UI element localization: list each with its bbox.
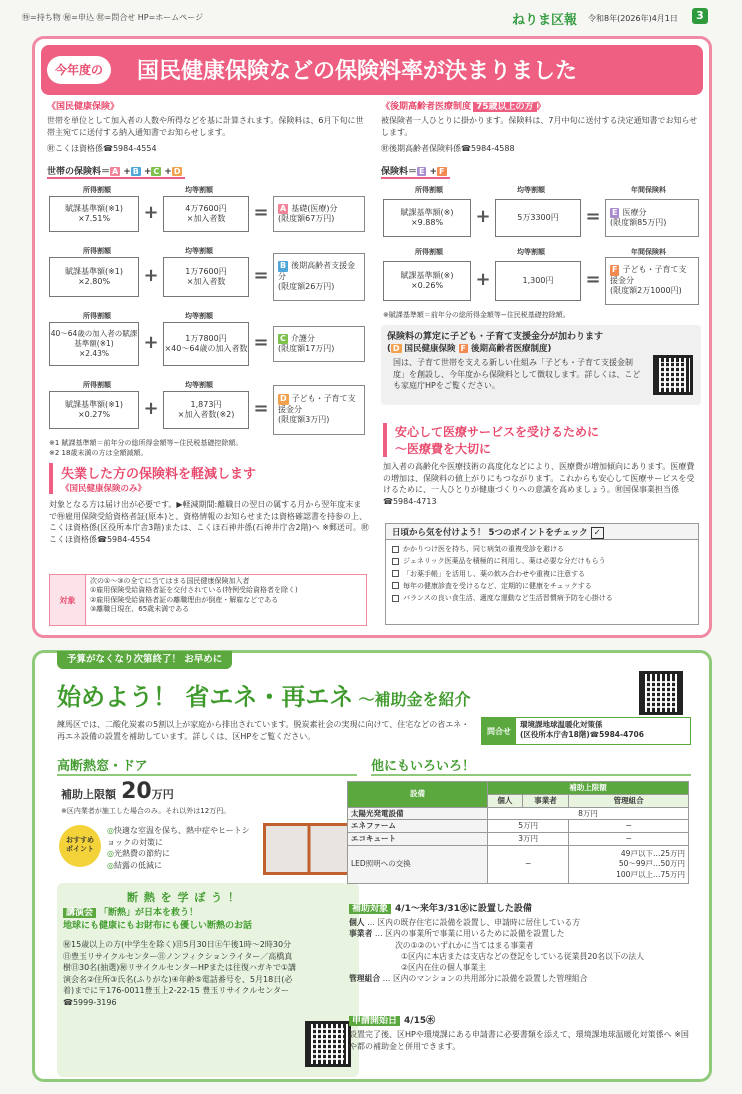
row-ecocute: エコキュート [348, 833, 488, 846]
row1-result [273, 196, 365, 232]
row3-equal: 1万7800円 ×40〜64歳の加入者数 [163, 322, 249, 366]
result-tag-e: E [612, 207, 618, 217]
label-equal-3: 均等割額 [185, 312, 213, 320]
table-row [348, 833, 689, 846]
target-individual [349, 917, 693, 928]
check-item-label: 毎年の健康診査を受けるなど、定期的に健康をチェックする [403, 581, 592, 590]
contact-line-2: (区役所本庁舎18階)☎5984-4706 [520, 730, 644, 740]
seminar-text: ㊙15歳以上の方(中学生を除く)㊐5月30日㊏午後1時〜2時30分㊐豊玉リサイクルセンター㊐ノンフィクションライター／高橋真樹㊐30名(抽選)㊙リサイクルセンターHPまたは往復ハガキで①講演会名②住所③氏名(ふりがな)④年齢⑤電話番号を、5月18日(必着)までに〒176-0011豊玉上2-22-15 豊玉リサイクルセンター☎5999-3196 [63, 940, 296, 1007]
label-equal-4: 均等割額 [185, 381, 213, 389]
table-row [348, 807, 689, 820]
enefarm-mgmt: − [569, 820, 689, 833]
elder-formula: 保険料＝ E + F [381, 164, 450, 179]
seminar-title-2: 地球にも健康にもお財布にも優しい断熱のお話 [63, 920, 253, 931]
energy-intro: 練馬区では、二酸化炭素の5割以上が家庭から排出されています。脱炭素社会の実現に向けて、住宅などの省エネ・再エネ設備の設置を補助しています。詳しくは、区HPをご覧ください。 [57, 720, 470, 741]
table-row [348, 820, 689, 833]
check-list [386, 540, 698, 607]
result-tag-d: D [280, 394, 287, 404]
checkmark-icon: ✓ [591, 527, 604, 539]
subsidy-table [347, 781, 689, 884]
elder-heading-text: 《後期高齢者医療制度 [381, 102, 472, 112]
t-business-label: 事業者 [349, 929, 373, 939]
row-solar: 太陽光発電設備 [348, 807, 488, 820]
row2-result [273, 253, 365, 301]
note-1: ※1 賦課基準額＝前年分の総所得金額等−住民税基礎控除額。 [49, 439, 243, 447]
energy-section [32, 650, 712, 1082]
e-label-income-1: 所得割額 [415, 186, 443, 194]
erow2-equal: 1,300円 [495, 261, 581, 301]
table-header-row [348, 782, 689, 795]
enefarm-value: 5万円 [488, 820, 569, 833]
check-item[interactable] [392, 592, 692, 604]
result-c-name: 介護分 [290, 333, 315, 343]
erow1-result [605, 199, 699, 237]
limit-note: ※区内業者が施工した場合のみ。それ以外は12万円。 [61, 807, 231, 815]
e-plus-2: + [475, 269, 491, 290]
row2-income: 賦課基準額(※1) ×2.80% [49, 257, 139, 297]
apply-tag: 申請開始日 [349, 1016, 400, 1026]
erow1-equal: 5万3300円 [495, 199, 581, 237]
result-tag-b: B [280, 261, 287, 271]
row-led: LED照明への交換 [348, 845, 488, 883]
result-tag-a: A [280, 203, 287, 213]
solar-value: 8万円 [488, 807, 689, 820]
support-title: 保険料の算定に子ども・子育て支援金分が加わります [387, 332, 604, 342]
apply-start [349, 1013, 435, 1026]
target-label: 対象 [50, 575, 86, 625]
result-f-name: 子ども・子育て支援金分 [610, 265, 687, 285]
limit-value: 20 [121, 779, 152, 804]
insurance-title: 国民健康保険などの保険料率が決まりました [137, 59, 578, 84]
t-business-text: … 区内の事業所で事業に用いるために設備を設置した [374, 929, 565, 939]
note-2: ※2 18歳未満の方は全額減額。 [49, 449, 148, 457]
apply-text: 設置完了後、区HPや環境課にある申請書に必要書類を添えて、環境課地球温暖化対策係へ ※国や都の補助金と併用できます。 [349, 1030, 689, 1051]
unemp-title [49, 463, 256, 494]
target-lines [86, 575, 302, 625]
header-logo: ねりま区報 [512, 13, 578, 28]
tag-a: A [112, 167, 119, 176]
led-mgmt [569, 845, 689, 883]
result-d-name: 子ども・子育て支援金分 [278, 394, 356, 414]
result-e-name: 医療分 [622, 207, 647, 217]
col-management: 管理組合 [569, 794, 689, 807]
support-sub1: 国民健康保険 [404, 344, 456, 354]
plus-4: + [143, 398, 159, 419]
contact-label: 問合せ [482, 718, 516, 744]
recommend-point-text: 結露の低減に [113, 860, 162, 870]
safe-title [383, 423, 599, 457]
apply-date: 4/15㊌ [404, 1016, 436, 1026]
seminar-tag: 講演会 [63, 908, 96, 918]
page-number: 3 [692, 8, 708, 24]
energy-contact [481, 717, 691, 745]
led-value-0: 49戸以下…25万円 [620, 848, 685, 858]
target-business [349, 928, 693, 939]
t-mgmt-text: … 区内のマンションの共用部分に設備を設置した管理組合 [382, 974, 588, 984]
target-line-3: ③離職日現在、65歳未満である [90, 605, 190, 614]
equals-3: = [253, 332, 269, 353]
col-equipment: 設備 [348, 782, 488, 808]
e-label-equal-2: 均等割額 [517, 248, 545, 256]
recommend-point [107, 860, 257, 872]
result-tag-f: F [612, 265, 618, 275]
row-enefarm: エネファーム [348, 820, 488, 833]
result-tag-c: C [280, 333, 286, 343]
recommend-points [107, 825, 257, 871]
nhi-contact: ㊖こくほ資格係☎5984-4554 [47, 144, 157, 153]
elder-heading-close: 》 [536, 102, 546, 112]
energy-title [57, 677, 470, 712]
seminar-title [63, 907, 252, 932]
e-formula-label: 保険料＝ [381, 167, 418, 177]
erow2-result [605, 257, 699, 305]
e-equals-2: = [585, 269, 601, 290]
e-plus-1: + [475, 206, 491, 227]
elder-contact: ㊖後期高齢者保険料係☎5984-4588 [381, 144, 515, 153]
support-qr-icon[interactable] [653, 355, 693, 395]
tag-d: D [173, 167, 181, 176]
row3-result [273, 326, 365, 362]
check-title-text: 日頃から気を付けよう！ 5つのポイントをチェック [392, 528, 588, 538]
seminar-head: 断 熱 を 学 ぼ う ！ [127, 891, 240, 904]
target-box [49, 574, 367, 626]
energy-title-main: 始めよう！ 省エネ・再エネ [57, 683, 354, 711]
safe-title-1: 安心して医療サービスを受けるために [395, 425, 600, 439]
elder-text: 被保険者一人ひとりに掛かります。保険料は、7月中旬に送付する決定通知書でお知らせします。 [381, 116, 698, 137]
label-equal-2: 均等割額 [185, 247, 213, 255]
energy-title-sub: 〜補助金を紹介 [358, 690, 471, 709]
e-equals-1: = [585, 206, 601, 227]
recommend-point-text: 光熱費の節約に [113, 849, 170, 859]
limit-label: 補助上限額 [61, 788, 116, 801]
equals-2: = [253, 265, 269, 286]
check-box [385, 523, 699, 625]
support-sub-close: ) [547, 344, 552, 354]
seminar-qr-icon[interactable] [305, 1021, 351, 1067]
header [0, 0, 742, 30]
nhi-heading: 《国民健康保険》 [47, 102, 120, 112]
equals-4: = [253, 398, 269, 419]
target-line-1: ①雇用保険受給資格者証を交付されている(特例受給資格者を除く) [90, 586, 298, 595]
col-group: 補助上限額 [488, 782, 689, 795]
energy-banner: 予算がなくなり次第終了！ お早めに [57, 651, 232, 669]
insurance-section [32, 36, 712, 638]
check-item[interactable] [392, 543, 692, 555]
recommend-label-1: おすすめ [65, 836, 95, 844]
limit-amount [61, 779, 174, 804]
recommend-label-2: ポイント [66, 845, 94, 854]
check-title [386, 524, 698, 540]
label-income-3: 所得割額 [83, 312, 111, 320]
t-mgmt-label: 管理組合 [349, 974, 381, 984]
e-label-annual-2: 年間保険料 [631, 248, 666, 256]
result-d-limit: (限度額3万円) [278, 415, 330, 425]
safe-text: 加入者の高齢化や医療技術の高度化などにより、医療費が増加傾向にあります。医療費の増加は、保険料の値上がりにもつながります。これからも安心して医療サービスを受けるために、一人ひとりが健康づくりへの意識を高めましょう。㊖国保事業担当係☎5984-4713 [383, 462, 695, 506]
support-box [381, 325, 701, 405]
target-details [349, 917, 693, 985]
t-individual-text: … 区内の既存住宅に設備を設置し、申請時に居住している方 [367, 918, 581, 927]
other-title: 他にもいろいろ！ [371, 755, 691, 776]
seminar-box [57, 883, 359, 1077]
row1-income: 賦課基準額(※1) ×7.51% [49, 196, 139, 232]
checkbox-icon[interactable] [392, 546, 399, 553]
row4-income: 賦課基準額(※1) ×0.27% [49, 391, 139, 429]
support-sub2: 後期高齢者医療制度 [470, 344, 548, 354]
erow1-income: 賦課基準額(※) ×9.88% [383, 199, 471, 237]
tag-b: B [132, 167, 139, 176]
label-income-1: 所得割額 [83, 186, 111, 194]
led-individual: − [488, 845, 569, 883]
support-text: 国は、子育て世帯を支える新しい仕組み「子ども・子育て支援金制度」を創設し、今年度から保険料として徴収します。詳しくは、こども家庭庁HPをご覧ください。 [393, 358, 641, 391]
table-row [348, 845, 689, 883]
check-item-label: ジェネリック医薬品を積極的に利用し、薬は必要な分だけもらう [403, 557, 606, 566]
check-item[interactable] [392, 555, 692, 567]
result-f-limit: (限度額2万1000円) [610, 286, 682, 296]
row1-equal: 4万7600円 ×加入者数 [163, 196, 249, 232]
target-business-4: ②区内在住の個人事業主 [401, 963, 486, 973]
safe-title-2: 〜医療費を大切に [395, 442, 492, 456]
recommend-point [107, 848, 257, 860]
support-tag-f: F [460, 344, 466, 353]
bullet-icon: ◎ [107, 849, 114, 859]
e-label-equal-1: 均等割額 [517, 186, 545, 194]
elder-age-tag: 75歳以上の方 [473, 102, 537, 112]
bullet-icon: ◎ [107, 826, 114, 835]
check-item[interactable] [392, 580, 692, 592]
subsidy-target [349, 901, 532, 914]
title-badge: 今年度の [47, 56, 111, 84]
recommend-point [107, 825, 257, 848]
label-equal-1: 均等割額 [185, 186, 213, 194]
target-business-2: 次の①②のいずれかに当てはまる事業者 [395, 940, 534, 950]
led-value-2: 100戸以上…75万円 [616, 869, 685, 879]
erow2-income: 賦課基準額(※) ×0.26% [383, 261, 471, 301]
row2-equal: 1万7600円 ×加入者数 [163, 257, 249, 297]
checkbox-icon[interactable] [392, 595, 399, 602]
check-item-label: かかりつけ医を持ち、同じ病気の重複受診を避ける [403, 545, 564, 553]
ecocute-value: 3万円 [488, 833, 569, 846]
target-line-0: 次の①〜③の全てに当てはまる国民健康保険加入者 [90, 577, 250, 585]
sub-target-text: 4/1〜来年3/31㊌に設置した設備 [395, 904, 532, 914]
limit-unit: 万円 [151, 788, 174, 801]
target-management [349, 973, 693, 984]
nhi-text: 世帯を単位として加入者の人数や所得などを基に計算されます。保険料は、6月下旬に世帯主宛てに送付する納入通知書でお知らせします。 [47, 116, 364, 137]
unemp-text: 対象となる方は届け出が必要です。▶軽減期間:離職日の翌日の属する月から翌年度末まで㊕雇用保険受給資格者証(原本)と、資格情報のお知らせまたは資格確認書を持参の上、こくほ資格係(区役所本庁舎3階)または、こくほ石神井係(石神井庁舎2階)へ ※郵送可。㊖こくほ資格係☎5984-4554 [49, 500, 369, 544]
header-legend: ㊕=持ち物 ㊙=申込 ㊖=問合せ HP=ホームページ [22, 13, 204, 22]
t-individual-label: 個人 [349, 918, 365, 927]
e-note: ※賦課基準額＝前年分の総所得金額等−住民税基礎控除額。 [383, 311, 570, 319]
unemp-title-text: 失業した方の保険料を軽減します [61, 467, 257, 482]
e-label-annual-1: 年間保険料 [631, 186, 666, 194]
sub-target-tag: 補助対象 [349, 904, 391, 914]
result-c-limit: (限度額17万円) [278, 344, 335, 353]
support-tag-d: D [392, 344, 400, 353]
e-label-income-2: 所得割額 [415, 248, 443, 256]
contact-info [516, 718, 648, 744]
plus-3: + [143, 332, 159, 353]
checkbox-icon[interactable] [392, 570, 399, 577]
check-item[interactable] [392, 568, 692, 580]
result-e-limit: (限度額85万円) [610, 218, 667, 227]
energy-qr-icon[interactable] [639, 671, 683, 715]
result-b-limit: (限度額26万円) [278, 282, 335, 292]
label-income-4: 所得割額 [83, 381, 111, 389]
support-sub-open: ( [387, 344, 391, 354]
row4-result [273, 385, 365, 435]
target-line-2: ②雇用保険受給資格者証の離職理由が倒産・解雇などである [90, 595, 279, 604]
check-item-label: 「お薬手帳」を活用し、薬の飲み合わせや重複に注意する [403, 569, 585, 578]
formula-label: 世帯の保険料＝ [47, 167, 111, 177]
tag-f: F [439, 167, 445, 176]
checkbox-icon[interactable] [392, 558, 399, 565]
insulation-title: 高断熱窓・ドア [57, 755, 357, 776]
plus-1: + [143, 202, 159, 223]
result-b-name: 後期高齢者支援金分 [278, 261, 356, 281]
bullet-icon: ◎ [107, 860, 114, 870]
unemp-subtitle: 《国民健康保険のみ》 [61, 484, 147, 494]
household-formula: 世帯の保険料＝ A + B + C + D [47, 164, 185, 179]
window-illustration-icon [263, 823, 355, 875]
support-sub [387, 342, 551, 354]
row4-equal: 1,873円 ×加入者数(※2) [163, 391, 249, 429]
result-a-name: 基礎(医療)分 [291, 203, 338, 213]
target-business-3: ①区内に本店または支店などの登記をしている従業員20名以下の法人 [401, 951, 645, 961]
col-individual: 個人 [488, 794, 523, 807]
tag-c: C [153, 167, 160, 176]
insurance-title-bar [41, 45, 703, 95]
checkbox-icon[interactable] [392, 582, 399, 589]
recommend-point-text: 快適な室温を保ち、熱中症やヒートショックの対策に [107, 826, 250, 847]
ecocute-mgmt: − [569, 833, 689, 846]
recommend-badge [59, 825, 101, 867]
led-value-1: 50〜99戸…50万円 [618, 859, 685, 868]
contact-line-1: 環境課地球温暖化対策係 [520, 720, 603, 729]
col-business: 事業者 [522, 794, 569, 807]
equals-1: = [253, 202, 269, 223]
plus-2: + [143, 265, 159, 286]
row3-income: 40〜64歳の加入者の賦課基準額(※1) ×2.43% [49, 322, 139, 366]
header-date: 令和8年(2026年)4月1日 [588, 14, 678, 23]
check-item-label: バランスの良い食生活、適度な運動など生活習慣病予防を心掛ける [403, 594, 613, 602]
seminar-title-1: 「断熱」が日本を救う！ [99, 908, 199, 918]
result-a-limit: (限度額67万円) [278, 214, 335, 223]
label-income-2: 所得割額 [83, 247, 111, 255]
tag-e: E [419, 167, 425, 176]
elder-heading [381, 101, 546, 114]
